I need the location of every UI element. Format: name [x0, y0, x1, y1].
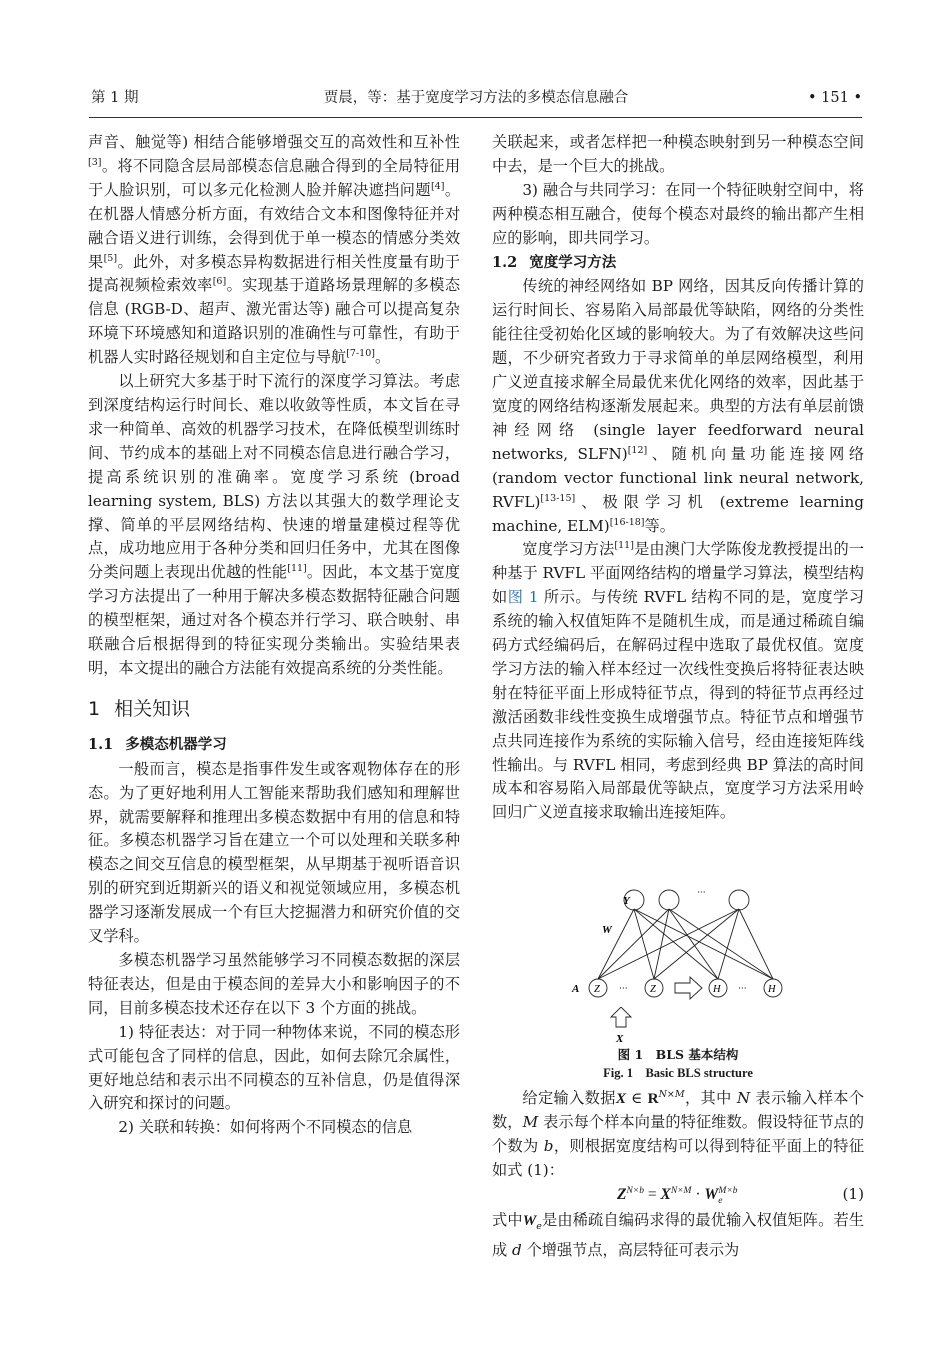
citation[interactable]: [13-15] — [540, 492, 576, 504]
paragraph: 1) 特征表达：对于同一种物体来说，不同的模态形式可能包含了同样的信息，因此，如何去除冗余属性，更好地总结和表示出不同模态的互补信息，仍是值得深入研究和探讨的问题。 — [88, 1022, 460, 1113]
bls-structure-figure — [492, 833, 864, 1009]
section-heading: 1 相关知识 — [88, 697, 191, 720]
paragraph: 2) 关联和转换：如何将两个不同模态的信息 — [118, 1118, 413, 1137]
header-rule — [89, 117, 862, 118]
subsection-heading: 1.2 宽度学习方法 — [492, 253, 617, 271]
paragraph: 传统的神经网络如 BP 网络，因其反向传播计算的运行时间长、容易陷入局部最优等缺陷，网络的分类性能往往受初始化区域的影响较大。为了有效解决这些问题，不少研究者致力于寻求简单的单层网络模型，利用广义逆直接求解全局最优来优化网络的效率，因此基于宽度的网络结构逐渐发展起来。典型的方法有单层前馈神经网络 (single layer feedforward neural networks, SLFN)[12]、随机向量功能连接网络 (random vector functional link neural network, RVFL)[13-15]、极限学习机 (extreme learning machine, ELM)[16-18]等。 — [492, 277, 865, 535]
citation[interactable]: [7-10] — [346, 348, 375, 360]
running-title: 贾晨，等：基于宽度学习方法的多模态信息融合 — [323, 90, 629, 106]
node-z-2: Z — [650, 984, 656, 996]
citation[interactable]: [3] — [88, 156, 102, 168]
right-column — [492, 131, 864, 1263]
input-arrow — [492, 1007, 864, 1045]
equation-1 — [492, 1183, 864, 1209]
paragraph: 宽度学习方法[11]是由澳门大学陈俊龙教授提出的一种基于 RVFL 平面网络结构的增量学习算法，模型结构如图 1 所示。与传统 RVFL 结构不同的是，宽度学习系统的输入权值矩阵不是随机生成，而是通过稀疏自编码方式经编码后，在解码过程中选取了最优权值。宽度学习方法的输入样本经过一次线性变换后将特征表达映射在特征平面上形成特征节点，得到的特征节点再经过激活函数非线性变换生成增强节点。特征节点和增强节点共同连接作为系统的实际输入信号，经由连接矩阵线性输出。与 RVFL 相同，考虑到经典 BP 算法的高时间成本和容易陷入局部最优等缺点，宽度学习方法采用岭回归广义逆直接求取输出连接矩阵。 — [492, 540, 865, 822]
figure-caption-zh: 图 1 BLS 基本结构 — [617, 1047, 739, 1063]
paragraph: 式中$W_e$是由稀疏自编码求得的最优输入权值矩阵。若生成 d 个增强节点，高层特征可表示为 — [492, 1210, 865, 1259]
journal-issue: 第 1 期 — [91, 90, 139, 106]
ellipsis-top: ··· — [697, 888, 706, 899]
paragraph: 给定输入数据X ∈ $R^{N\times M}$，其中 N 表示输入样本个数，M 表示每个样本向量的特征维数。假设特征节点的个数为 b，则根据宽度结构可以得到特征平面上的特征如式 (1)： — [492, 1089, 865, 1179]
label-x: X — [616, 1033, 624, 1046]
paragraph: 以上研究大多基于时下流行的深度学习算法。考虑到深度结构运行时间长、难以收敛等性质，本文旨在寻求一种简单、高效的机器学习技术，在降低模型训练时间、节约成本的基础上对不同模态信息进行融合学习，提高系统识别的准确率。宽度学习系统 (broad learning system, BLS) 方法以其强大的数学理论支撑、简单的平层网络结构、快速的增量建模过程等优点，成功地应用于各种分类和回归任务中，尤其在图像分类问题上表现出优越的性能[11]。因此，本文基于宽度学习方法提出了一种用于解决多模态数据特征融合问题的模型框架，通过对各个模态并行学习、联合映射、串联融合后根据得到的特征实现分类输出。实验结果表明，本文提出的融合方法能有效提高系统的分类性能。 — [88, 372, 461, 677]
paragraph: 声音、触觉等) 相结合能够增强交互的高效性和互补性[3]。将不同隐含层局部模态信息融合得到的全局特征用于人脸识别，可以多元化检测人脸并解决遮挡问题[4]。在机器人情感分析方面，有效结合文本和图像特征并对融合语义进行训练，会得到优于单一模态的情感分类效果[5]。此外，对多模态异构数据进行相关性度量有助于提高视频检索效率[6]。实现基于道路场景理解的多模态信息 (RGB-D、超声、激光雷达等) 融合可以提高复杂环境下环境感知和道路识别的准确性与可靠性，有助于机器人实时路径规划和自主定位与导航[7-10]。 — [88, 133, 461, 367]
citation[interactable]: [4] — [430, 180, 445, 192]
input-arrow-block — [492, 1007, 864, 1045]
page-number: • 151 • — [808, 90, 862, 106]
citation[interactable]: [11] — [287, 563, 307, 575]
citation[interactable]: [5] — [103, 252, 118, 264]
equation-number: (1) — [842, 1184, 864, 1203]
figure-link[interactable]: 图 1 — [507, 588, 539, 607]
node-h-1: H — [713, 984, 721, 996]
left-column — [88, 131, 460, 1140]
figure-caption-en: Fig. 1 Basic BLS structure — [603, 1066, 753, 1081]
label-y: Y — [623, 895, 630, 908]
citation[interactable]: [6] — [212, 276, 227, 288]
bls-diagram — [492, 833, 864, 1009]
paragraph: 多模态机器学习虽然能够学习不同模态数据的深层特征表达，但是由于模态间的差异大小和影响因子的不同，目前多模态技术还存在以下 3 个方面的挑战。 — [88, 951, 460, 1017]
paragraph: 3) 融合与共同学习：在同一个特征映射空间中，将两种模态相互融合，使每个模态对最终的输出都产生相应的影响，即共同学习。 — [492, 180, 864, 247]
label-w: W — [602, 924, 612, 937]
subsection-heading: 1.1 多模态机器学习 — [88, 735, 227, 753]
equation-body: $Z^{N\times b} = X^{N\times M} \cdot W_e^{M\times b}$ — [617, 1185, 738, 1206]
citation[interactable]: [11] — [614, 540, 634, 552]
node-z-1: Z — [594, 984, 600, 996]
ellipsis-h: ··· — [738, 984, 747, 995]
ellipsis-z: ··· — [619, 984, 628, 995]
paragraph: 一般而言，模态是指事件发生或客观物体存在的形态。为了更好地利用人工智能来帮助我们感知和理解世界，就需要解释和推理出多模态数据中有用的信息和特征。多模态机器学习旨在建立一个可以处理和关联多种模态之间交互信息的模型框架，从早期基于视听语音识别的研究到近期新兴的语义和视觉领域应用，多模态机器学习逐渐发展成一个有巨大挖掘潜力和研究价值的交叉学科。 — [88, 759, 460, 946]
citation[interactable]: [16-18] — [609, 516, 645, 528]
node-h-2: H — [768, 984, 776, 996]
label-a: A — [572, 983, 580, 996]
paragraph: 关联起来，或者怎样把一种模态映射到另一种模态空间中去，是一个巨大的挑战。 — [492, 133, 864, 175]
citation[interactable]: [12] — [627, 444, 648, 456]
